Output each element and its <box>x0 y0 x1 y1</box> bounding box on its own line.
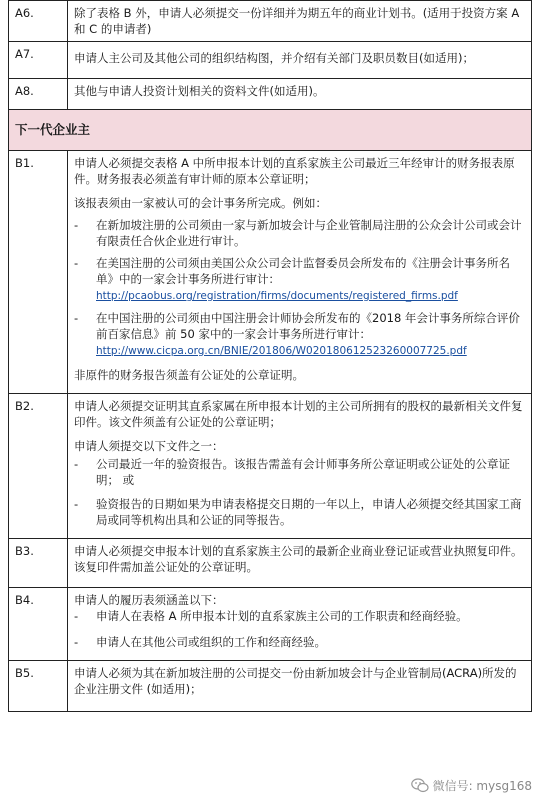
document-table <box>8 0 532 712</box>
list-item <box>74 634 525 650</box>
paragraph: 申请人必须提交证明其直系家属在所申报本计划的主公司所拥有的股权的最新相关文件复印件。该文件须盖有公证处的公章证明； <box>74 399 523 429</box>
row-body <box>68 151 532 394</box>
watermark-text: 微信号: mysg168 <box>432 779 532 793</box>
row-code: B2. <box>9 394 68 539</box>
row-code: B3. <box>9 539 68 588</box>
table-row <box>9 42 532 79</box>
list-item <box>74 608 525 624</box>
paragraph: 非原件的财务报告须盖有公证处的公章证明。 <box>74 368 304 382</box>
dash-bullet: - <box>74 609 79 623</box>
row-code: A6. <box>9 1 68 42</box>
row-text: 除了表格 B 外，申请人必须提交一份详细并为期五年的商业计划书。(适用于投资方案 A 和 C 的申请者) <box>68 1 532 42</box>
list-item-text: 在美国注册的公司须由美国公众公司会计监督委员会所发布的《注册会计事务所名单》中的一家会计事务所进行审计： <box>96 256 510 286</box>
list-item <box>74 217 525 249</box>
row-code: A7. <box>9 42 68 79</box>
list-item-text: 验资报告的日期如果为申请表格提交日期的一年以上，申请人必须提交经其国家工商局或同等机构出具和公证的同等报告。 <box>96 497 522 527</box>
table-row <box>9 588 532 661</box>
paragraph: 申请人须提交以下文件之一： <box>74 439 224 453</box>
row-code: B4. <box>9 588 68 661</box>
cicpa-link[interactable]: http://www.cicpa.org.cn/BNIE/201806/W020180612523260007725.pdf <box>96 345 467 357</box>
dash-bullet: - <box>74 635 79 649</box>
list-item <box>74 496 525 528</box>
paragraph: 申请人必须提交表格 A 中所申报本计划的直系家族主公司最近三年经审计的财务报表原件。财务报表必须盖有审计师的原本公章证明； <box>74 156 515 186</box>
table-row <box>9 539 532 588</box>
table-row <box>9 151 532 394</box>
table-row <box>9 394 532 539</box>
list-item-text: 申请人在表格 A 所申报本计划的直系家族主公司的工作职责和经商经验。 <box>96 609 468 623</box>
table-row <box>9 79 532 110</box>
row-body <box>68 588 532 661</box>
dash-bullet: - <box>74 256 79 270</box>
list-item <box>74 456 525 488</box>
wechat-icon <box>411 778 429 793</box>
dash-bullet: - <box>74 497 79 511</box>
row-code: A8. <box>9 79 68 110</box>
section-header <box>9 110 532 151</box>
row-text: 申请人必须提交申报本计划的直系家族主公司的最新企业商业登记证或营业执照复印件。该复印件需加盖公证处的公章证明。 <box>68 539 532 588</box>
list-item-text: 申请人在其他公司或组织的工作和经商经验。 <box>96 635 326 649</box>
paragraph: 申请人的履历表须涵盖以下： <box>74 593 224 607</box>
row-text: 申请人必须为其在新加坡注册的公司提交一份由新加坡会计与企业管制局(ACRA)所发的企业注册文件 (如适用)； <box>68 661 532 712</box>
row-text: 申请人主公司及其他公司的组织结构图，并介绍有关部门及职员数目(如适用)； <box>68 42 532 79</box>
list-item <box>74 310 525 359</box>
pcaobus-link[interactable]: http://pcaobus.org/registration/firms/documents/registered_firms.pdf <box>96 290 458 302</box>
list-item-text: 公司最近一年的验资报告。该报告需盖有会计师事务所公章证明或公证处的公章证明； 或 <box>96 457 510 487</box>
dash-bullet: - <box>74 457 79 471</box>
list-item-text: 在中国注册的公司须由中国注册会计师协会所发布的《2018 年会计事务所综合评价前百家信息》前 50 家中的一家会计事务所进行审计： <box>96 311 520 341</box>
row-code: B1. <box>9 151 68 394</box>
table-row <box>9 661 532 712</box>
section-title: 下一代企业主 <box>9 110 532 151</box>
dash-bullet: - <box>74 311 79 325</box>
list-item-text: 在新加坡注册的公司须由一家与新加坡会计与企业管制局注册的公众会计公司或会计有限责任合伙企业进行审计。 <box>96 218 522 248</box>
row-text: 其他与申请人投资计划相关的资料文件(如适用)。 <box>68 79 532 110</box>
row-code: B5. <box>9 661 68 712</box>
table-row <box>9 1 532 42</box>
list-item <box>74 255 525 304</box>
row-body <box>68 394 532 539</box>
dash-bullet: - <box>74 218 79 232</box>
wechat-watermark <box>409 777 534 794</box>
paragraph: 该报表须由一家被认可的会计事务所完成。例如： <box>74 196 327 210</box>
